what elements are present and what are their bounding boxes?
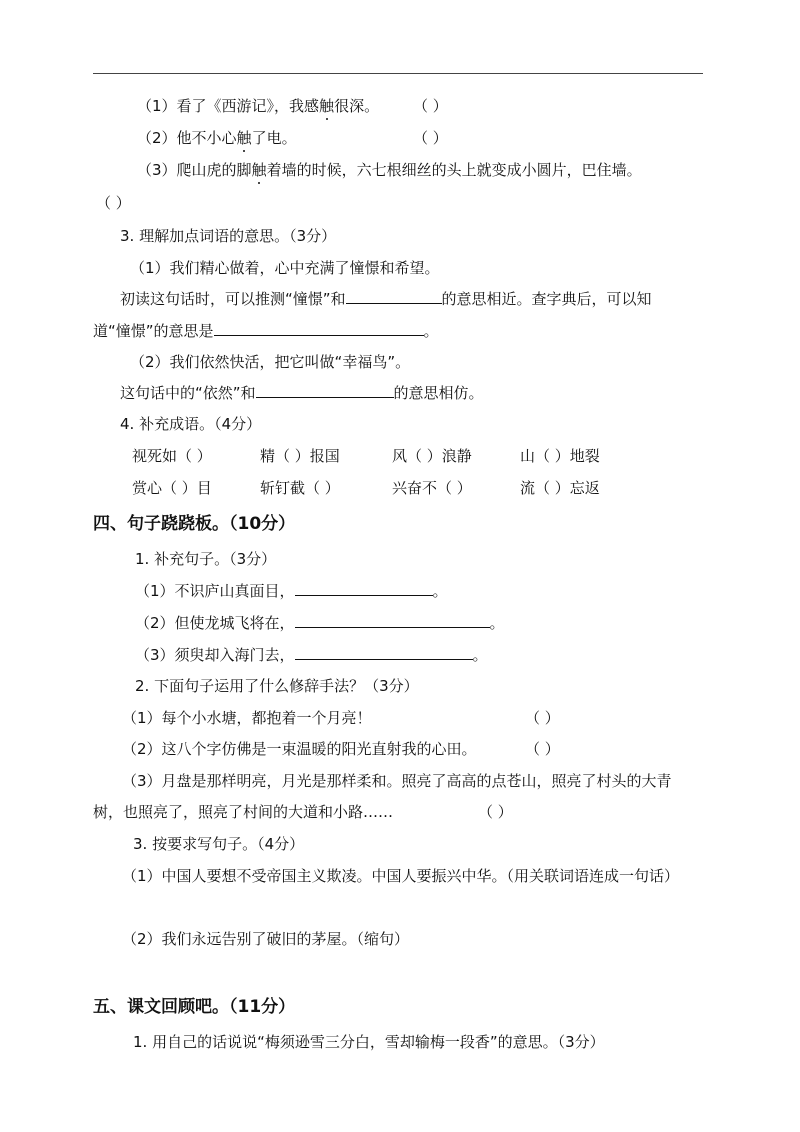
answer-blank[interactable] bbox=[256, 383, 394, 398]
q3-line-3-b: 的意思相仿。 bbox=[393, 384, 484, 402]
answer-blank[interactable] bbox=[346, 289, 442, 304]
dotted-char: 触 bbox=[251, 161, 267, 179]
q2-item-2-post: 了电。 bbox=[251, 129, 297, 147]
s4-q2-item-1-answer[interactable]: （ ） bbox=[525, 709, 560, 727]
q2-item-1-pre: （1）看了《西游记》，我感 bbox=[137, 97, 320, 115]
s4-q3-item-2: （2）我们永远告别了破旧的茅屋。（缩句） bbox=[122, 930, 410, 948]
section-4-heading: 四、句子跷跷板。（10分） bbox=[93, 514, 296, 534]
idiom-row-2-d[interactable]: 流（ ）忘返 bbox=[520, 479, 600, 497]
q3-sentence-2: （2）我们依然快活，把它叫做“幸福鸟”。 bbox=[130, 353, 411, 371]
header-rule bbox=[93, 73, 703, 74]
s4-q1-item-2 bbox=[135, 613, 505, 633]
idiom-row-2-b[interactable]: 斩钉截（ ） bbox=[260, 479, 340, 497]
section-5-heading: 五、课文回顾吧。（11分） bbox=[93, 997, 296, 1017]
s5-q1: 1. 用自己的话说说“梅须逊雪三分白，雪却输梅一段香”的意思。（3分） bbox=[133, 1033, 605, 1051]
q2-item-3 bbox=[137, 160, 642, 180]
s4-q2-title: 2. 下面句子运用了什么修辞手法？（3分） bbox=[135, 677, 419, 695]
q3-line-1 bbox=[120, 289, 652, 309]
q2-item-2-answer[interactable]: （ ） bbox=[413, 129, 448, 147]
answer-blank[interactable] bbox=[295, 613, 490, 628]
q2-item-1-post: 很深。 bbox=[334, 97, 380, 115]
dotted-char: 触 bbox=[319, 97, 335, 115]
q3-line-3-a: 这句话中的“依然”和 bbox=[120, 384, 256, 402]
q3-line-2-a: 道“憧憬”的意思是 bbox=[93, 322, 214, 340]
idiom-row-1-a[interactable]: 视死如（ ） bbox=[132, 447, 212, 465]
q2-item-2 bbox=[137, 128, 297, 148]
q2-item-1 bbox=[137, 96, 379, 116]
s4-q1-item-2-end: 。 bbox=[489, 614, 505, 632]
s4-q2-item-2-answer[interactable]: （ ） bbox=[525, 740, 560, 758]
idiom-row-2-c[interactable]: 兴奋不（ ） bbox=[392, 479, 472, 497]
s4-q1-item-1 bbox=[135, 581, 448, 601]
q3-line-2 bbox=[93, 321, 439, 341]
s4-q1-item-1-end: 。 bbox=[432, 582, 448, 600]
s4-q2-item-3-line-1: （3）月盘是那样明亮，月光是那样柔和。照亮了高高的点苍山，照亮了村头的大青 bbox=[122, 772, 672, 790]
idiom-row-1-d[interactable]: 山（ ）地裂 bbox=[520, 447, 600, 465]
q3-line-1-a: 初读这句话时，可以推测“憧憬”和 bbox=[120, 290, 346, 308]
q3-line-2-b: 。 bbox=[423, 322, 439, 340]
answer-blank[interactable] bbox=[295, 645, 473, 660]
q2-item-1-answer[interactable]: （ ） bbox=[413, 97, 448, 115]
s4-q1-item-1-text: （1）不识庐山真面目， bbox=[135, 582, 295, 600]
s4-q1-item-3-text: （3）须臾却入海门去， bbox=[135, 646, 295, 664]
s4-q1-item-3 bbox=[135, 645, 488, 665]
q3-sentence-1: （1）我们精心做着，心中充满了憧憬和希望。 bbox=[130, 259, 440, 277]
q3-title: 3. 理解加点词语的意思。（3分） bbox=[120, 227, 337, 245]
dotted-char: 触 bbox=[236, 129, 252, 147]
answer-blank[interactable] bbox=[295, 581, 433, 596]
s4-q2-item-1: （1）每个小水塘，都抱着一个月亮！ bbox=[122, 709, 372, 727]
s4-q2-item-3-line-2: 树，也照亮了，照亮了村间的大道和小路…… bbox=[93, 803, 394, 821]
q2-item-3-answer[interactable]: （ ） bbox=[96, 194, 131, 212]
s4-q1-item-2-text: （2）但使龙城飞将在， bbox=[135, 614, 295, 632]
idiom-row-2-a[interactable]: 赏心（ ）目 bbox=[132, 479, 212, 497]
q3-line-1-b: 的意思相近。查字典后，可以知 bbox=[441, 290, 652, 308]
idiom-row-1-c[interactable]: 风（ ）浪静 bbox=[392, 447, 472, 465]
q3-line-3 bbox=[120, 383, 484, 403]
s4-q1-title: 1. 补充句子。（3分） bbox=[135, 550, 277, 568]
idiom-row-1-b[interactable]: 精（ ）报国 bbox=[260, 447, 340, 465]
s4-q3-title: 3. 按要求写句子。（4分） bbox=[133, 835, 305, 853]
q2-item-2-pre: （2）他不小心 bbox=[137, 129, 237, 147]
s4-q1-item-3-end: 。 bbox=[472, 646, 488, 664]
answer-blank[interactable] bbox=[214, 321, 424, 336]
s4-q2-item-3-answer[interactable]: （ ） bbox=[478, 803, 513, 821]
q4-title: 4. 补充成语。（4分） bbox=[120, 415, 262, 433]
q2-item-3-pre: （3）爬山虎的脚 bbox=[137, 161, 252, 179]
s4-q2-item-2: （2）这八个字仿佛是一束温暖的阳光直射我的心田。 bbox=[122, 740, 477, 758]
q2-item-3-post: 着墙的时候，六七根细丝的头上就变成小圆片，巴住墙。 bbox=[266, 161, 642, 179]
s4-q3-item-1: （1）中国人要想不受帝国主义欺凌。中国人要振兴中华。（用关联词语连成一句话） bbox=[122, 867, 680, 885]
